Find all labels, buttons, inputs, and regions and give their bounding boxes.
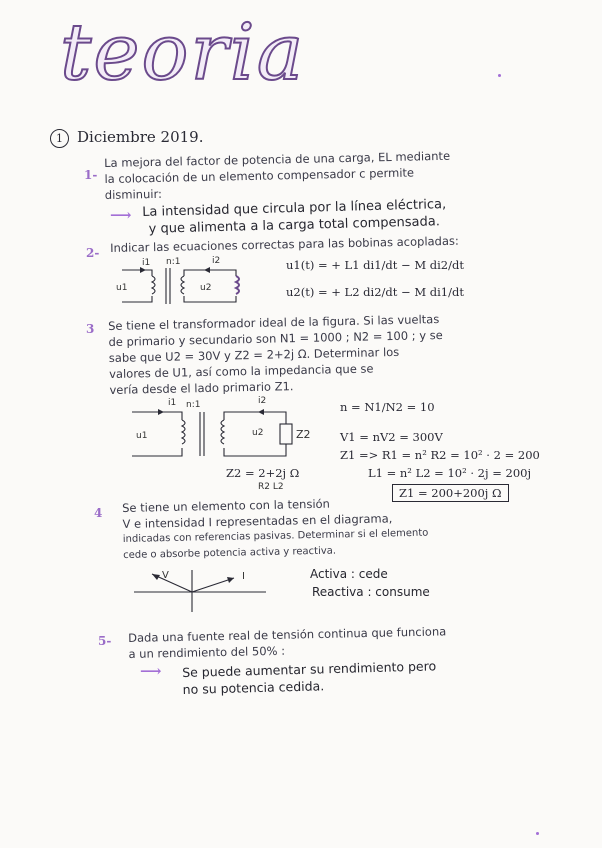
page-title: teoria [60, 8, 306, 98]
q3-i2-label: i2 [258, 396, 267, 406]
q2-i1-label: i1 [142, 258, 151, 268]
q2-equation-1: u1(t) = + L1 di1/dt − M di2/dt [286, 258, 464, 272]
q4-question-line: indicadas con referencias pasivas. Determinar si el elemento [122, 527, 429, 545]
q2-i2-label: i2 [212, 256, 221, 266]
q3-calc-r1: Z1 => R1 = n² R2 = 10² · 2 = 200 [340, 448, 540, 462]
q4-number: 4 [94, 506, 103, 520]
q4-phasor-diagram [130, 566, 270, 614]
q4-question-line: V e intensidad I representadas en el diagrama, [122, 511, 393, 531]
q3-calc-v1: V1 = nV2 = 300V [340, 430, 443, 444]
q1-question-line: la colocación de un elemento compensador c permite [104, 165, 415, 186]
q2-question: Indicar las ecuaciones correctas para las bobinas acopladas: [110, 233, 459, 255]
q5-answer-arrow-icon: ⟶ [140, 662, 162, 680]
q3-result: Z1 = 200+200j Ω [392, 484, 509, 502]
q3-question [108, 308, 570, 398]
q3-question-line: vería desde el lado primario Z1. [109, 379, 294, 397]
q4-v-label: V [162, 570, 169, 581]
q2-number: 2- [86, 246, 100, 260]
ink-dot [498, 74, 501, 77]
q3-question-line: de primario y secundario son N1 = 1000 ; N2 = 100 ; y se [108, 327, 443, 349]
q3-question-line: sabe que U2 = 30V y Z2 = 2+2j Ω. Determinar los [108, 344, 400, 365]
q2-ratio-label: n:1 [166, 257, 181, 267]
q4-question [122, 491, 563, 564]
section-heading [50, 128, 203, 148]
q1-question [104, 146, 545, 203]
q3-question-line: valores de U1, así como la impedancia que se [109, 361, 374, 381]
q3-transformer-diagram [124, 402, 304, 464]
q2-u2-label: u2 [200, 283, 212, 293]
q2-equation-2: u2(t) = + L2 di2/dt − M di1/dt [286, 285, 464, 299]
q3-z2-label: Z2 [296, 428, 311, 441]
q5-number: 5- [98, 634, 112, 648]
q5-question-line: a un rendimiento del 50% : [128, 643, 286, 661]
q3-u2-label: u2 [252, 428, 264, 438]
q3-z2-sub: R2 L2 [258, 482, 284, 492]
q1-answer-arrow-icon: ⟶ [110, 206, 132, 224]
q4-question-line: cede o absorbe potencia activa y reactiva. [123, 545, 337, 561]
q3-z2-note: Z2 = 2+2j Ω [226, 466, 300, 480]
q4-question-line: Se tiene un elemento con la tensión [122, 496, 331, 515]
q5-question-line: Dada una fuente real de tensión continua que funciona [128, 624, 447, 645]
q4-i-label: I [242, 571, 245, 582]
q3-question-line: Se tiene el transformador ideal de la figura. Si las vueltas [108, 312, 440, 333]
q3-u1-label: u1 [136, 431, 148, 441]
q3-calc-l1: L1 = n² L2 = 10² · 2j = 200j [368, 466, 532, 480]
q1-answer-line: La intensidad que circula por la línea eléctrica, [142, 197, 447, 220]
q3-calc-ratio: n = N1/N2 = 10 [340, 400, 435, 414]
q5-answer-line: no su potencia cedida. [182, 678, 325, 697]
ink-dot [536, 832, 539, 835]
q1-number: 1- [84, 168, 98, 182]
q3-number: 3 [86, 322, 95, 336]
q4-reactive-answer: Reactiva : consume [312, 585, 430, 599]
q5-answer-line: Se puede aumentar su rendimiento pero [182, 658, 437, 680]
q5-question [128, 621, 569, 662]
q1-question-line: La mejora del factor de potencia de una carga, EL mediante [104, 148, 451, 170]
q4-active-answer: Activa : cede [310, 567, 388, 581]
section-number: 1 [50, 129, 69, 148]
q3-ratio-label: n:1 [186, 400, 201, 410]
q1-answer-line: y que alimenta a la carga total compensada. [148, 214, 441, 237]
q1-answer [142, 196, 447, 238]
q5-answer [182, 657, 437, 698]
section-heading-text: Diciembre 2019. [77, 128, 204, 146]
q2-u1-label: u1 [116, 283, 128, 293]
q3-i1-label: i1 [168, 398, 177, 408]
q1-question-line: disminuir: [104, 186, 163, 202]
